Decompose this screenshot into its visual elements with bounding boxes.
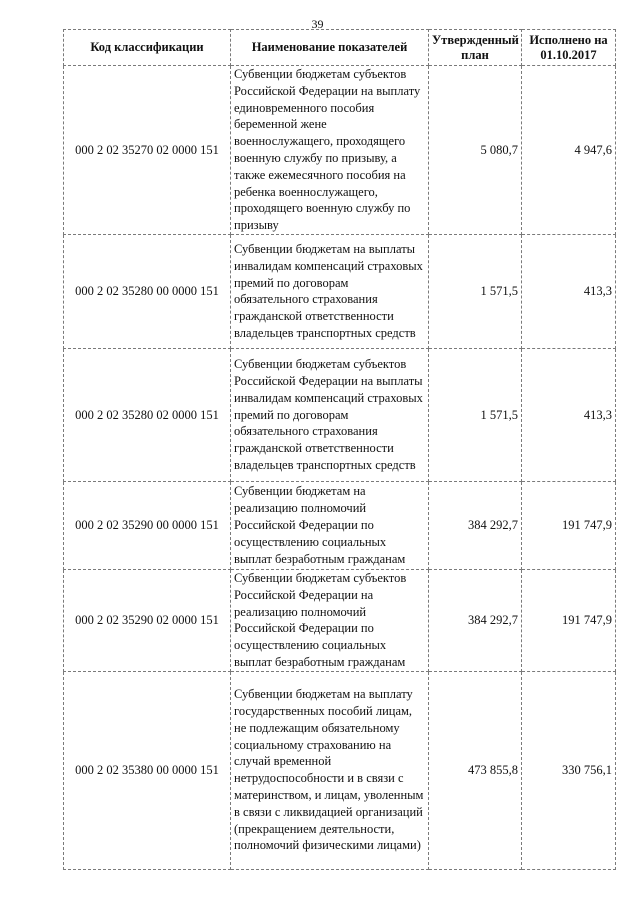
table-header-row — [64, 30, 616, 66]
row-code: 000 2 02 35280 02 0000 151 — [64, 348, 231, 481]
row-plan: 5 080,7 — [429, 66, 522, 235]
row-executed: 413,3 — [522, 348, 616, 481]
row-plan: 384 292,7 — [429, 569, 522, 671]
row-name: Субвенции бюджетам субъектов Российской Федерации на выплату единовременного пособия беременной жене военнослужащего, проходящего военную службу по призыву, а также ежемесячного пособия на ребенка военнослужащего, проходящего военную службу по призыву — [231, 66, 429, 235]
row-plan: 1 571,5 — [429, 234, 522, 348]
row-code: 000 2 02 35270 02 0000 151 — [64, 66, 231, 235]
row-executed: 4 947,6 — [522, 66, 616, 235]
header-name: Наименование показателей — [231, 30, 429, 66]
budget-table — [63, 29, 616, 870]
row-name: Субвенции бюджетам субъектов Российской Федерации на реализацию полномочий Российской Федерации по осуществлению социальных выплат безработным гражданам — [231, 569, 429, 671]
row-plan: 473 855,8 — [429, 671, 522, 869]
row-name: Субвенции бюджетам на реализацию полномочий Российской Федерации по осуществлению социальных выплат безработным гражданам — [231, 481, 429, 569]
table-row — [64, 234, 616, 348]
row-plan: 1 571,5 — [429, 348, 522, 481]
table-row — [64, 481, 616, 569]
row-executed: 330 756,1 — [522, 671, 616, 869]
row-name: Субвенции бюджетам на выплату государственных пособий лицам, не подлежащим обязательному социальному страхованию на случай временной нетрудоспособности и в связи с материнством, и лицам, уволенным в связи с ликвидацией организаций (прекращением деятельности, полномочий физическими лицами) — [231, 671, 429, 869]
row-plan: 384 292,7 — [429, 481, 522, 569]
row-name: Субвенции бюджетам на выплаты инвалидам компенсаций страховых премий по договорам обязательного страхования гражданской ответственности владельцев транспортных средств — [231, 234, 429, 348]
page-number: 39 — [311, 17, 324, 31]
row-code: 000 2 02 35380 00 0000 151 — [64, 671, 231, 869]
header-plan: Утвержденный план — [429, 30, 522, 66]
row-executed: 191 747,9 — [522, 569, 616, 671]
row-code: 000 2 02 35280 00 0000 151 — [64, 234, 231, 348]
row-name: Субвенции бюджетам субъектов Российской Федерации на выплаты инвалидам компенсаций страховых премий по договорам обязательного страхования гражданской ответственности владельцев транспортных средств — [231, 348, 429, 481]
header-code: Код классификации — [64, 30, 231, 66]
row-executed: 191 747,9 — [522, 481, 616, 569]
table-row — [64, 671, 616, 869]
row-code: 000 2 02 35290 00 0000 151 — [64, 481, 231, 569]
table-row — [64, 348, 616, 481]
header-executed: Исполнено на 01.10.2017 — [522, 30, 616, 66]
table-row — [64, 569, 616, 671]
row-code: 000 2 02 35290 02 0000 151 — [64, 569, 231, 671]
row-executed: 413,3 — [522, 234, 616, 348]
table-row — [64, 66, 616, 235]
